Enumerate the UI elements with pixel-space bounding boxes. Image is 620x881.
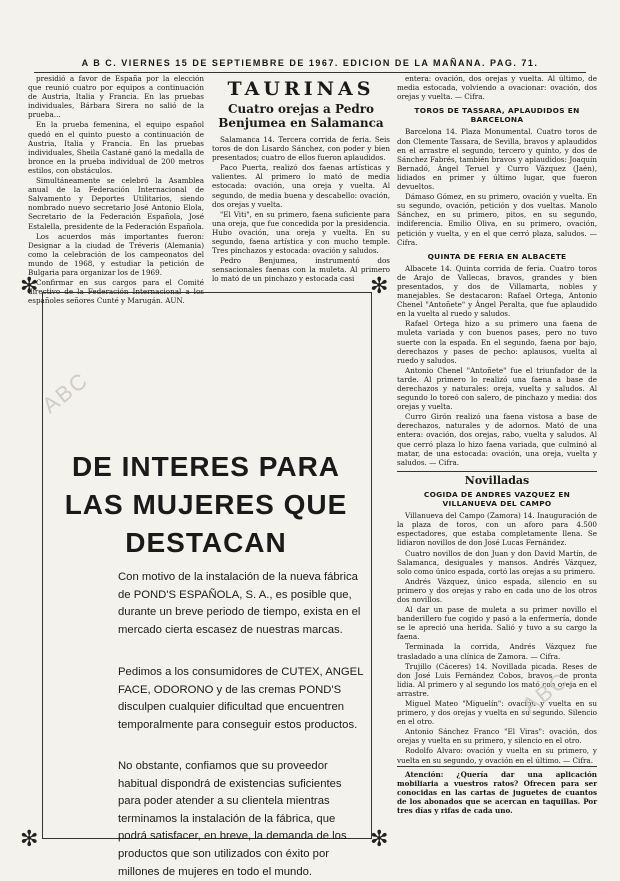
left-paragraph: presidió a favor de España por la elección que reunió cuatro por equipos a continuación de Austria, Italia y Francia. En las pruebas individuales, Bárbara Sirera no salió de la prueba... [28,74,204,120]
ad-frame [42,292,372,839]
article-paragraph: Dámaso Gómez, en su primero, ovación y vuelta. En su segundo, ovación, petición y dos vueltas. Manolo Sánchez, en su primero, pitos, en su segundo, indiferencia. Emilio Oliva, en su primero, ovación, petición y vuelta, y en el que cerró plaza, saludos. — Cifra. [397,192,597,247]
page-header: A B C. VIERNES 15 DE SEPTIEMBRE DE 1967. EDICION DE LA MAÑANA. PAG. 71. [34,58,586,73]
ad-paragraph: Con motivo de la instalación de la nueva fábrica de POND'S ESPAÑOLA, S. A., es posible que, durante un breve periodo de tiempo, exista en el mercado cierta escasez de nuestras marcas. [118,571,361,636]
left-paragraph: Los acuerdos más importantes fueron: Designar a la ciudad de Tréveris (Alemania) como la celebración de los campeonatos del mundo de 1968, y estudiar la petición de Bulgaria para organizar los de 1969. [28,231,204,277]
article-paragraph: Antonio Sánchez Franco "El Viras": ovación, dos orejas y vuelta en su primero, y silencio en el otro. [397,727,597,746]
article-paragraph: Barcelona 14. Plaza Monumental. Cuatro toros de don Clemente Tassara, de Sevilla, bravos y aplaudidos en el arrastre el segundo, tercero y quinto, y dos de Sánchez Fabrés, también bravos y aplaudidos: Joaquín Bernadó, Ángel Teruel y Curro Vázquez (Jaén), lidiados en primer y último lugar, que fueron devueltos. [397,127,597,192]
watermark: ABC [37,366,94,419]
left-paragraph: En la prueba femenina, el equipo español quedó en el quinto puesto a continuación de Austria, Italia y Francia. En las pruebas individuales, Sheila Castané ganó la medalla de bronce en la prueba individual de 200 metros estilos, con obstáculos. [28,120,204,175]
article-paragraph: Antonio Chenel "Antoñete" fue el triunfador de la tarde. Al primero lo realizó una faena a base de derechazos y naturales: oreja, vuelta y saludos. Al segundo lo toreó con salero, de pinchazo y media: dos orejas y vuelta. [397,365,597,412]
article-paragraph: "El Viti", en su primero, faena suficiente para una oreja, que fue concedida por la presidencia. Hubo ovación, una oreja y vuelta. En su segundo, faena artística y con mucho temple. Tres pinchazos y estocada: ovación y saludos. [212,209,390,256]
notice-box: Atención: ¿Quería dar una aplicación mobiliaria a vuestros ratos? Ofrecen para ser conocidas en las cartas de juguetes de cuantos de los abonados que se acercan en taquillas. Por tres días y rifas de cada uno. [397,766,597,815]
asterisk-ornament-icon: ✻ [370,827,389,852]
article-paragraph: Albacete 14. Quinta corrida de feria. Cuatro toros de Arajo de Vallecas, bravos, grandes y bien presentados, y dos de Villamarta, nobles y manejables. Se destacaron: Rafael Ortega, Antonio Chenel "Antoñete" y Ángel Peralta, que fue aplaudido en la vuelta al ruedo y saludos. [397,263,597,319]
section-heading-barcelona: TOROS DE TASSARA, APLAUDIDOS EN BARCELONA [414,106,580,125]
article-headline: Cuatro orejas a Pedro Benjumea en Salamanca [218,102,384,130]
article-paragraph: Salamanca 14. Tercera corrida de feria. Seis toros de don Lisardo Sánchez, con poder y bien presentados; cuatro de ellos fueron aplaudidos. [212,135,390,163]
article-paragraph: Cuatro novillos de don Juan y don David Martín, de Salamanca, desiguales y mansos. Andrés Vázquez, solo como único espada, cortó las orejas a su primero. [397,548,597,576]
ad-paragraph: No obstante, confiamos que su proveedor habitual dispondrá de existencias suficientes para poder atender a su clientela mientras terminamos la instalación de la fábrica, que podrá satisfacer, en breve, la demanda de los productos que son utilizados con éxito por millones de mujeres en todo el mundo. [118,760,347,878]
left-paragraph: Confirmar en sus cargos para el Comité directivo de la Federación Internacional a los españoles señores Cunté y Marugán. AUN. [28,278,204,306]
article-paragraph: Al dar un pase de muleta a su primer novillo el banderillero fue cogido y pasó a la enfermería, donde se le apreció una herida. Salió y tuvo a su cargo la faena. [397,605,597,642]
section-title-taurinas: TAURINAS [227,78,375,100]
article-paragraph: Trujillo (Cáceres) 14. Novillada picada. Reses de don José Luis Fernández Cobos, bravos, de pronta lidia. Al primero y al segundo los mató con oreja en el arrastre. [397,661,597,698]
article-paragraph: Terminada la corrida, Andrés Vázquez fue trasladado a una clínica de Zamora. — Cifra. [397,642,597,661]
watermark: ABC [517,666,574,719]
ad-headline [20,448,392,562]
ad-headline-line: DESTACAN [125,527,287,558]
taurinas-column [212,74,390,284]
asterisk-ornament-icon: ✻ [20,274,39,299]
article-paragraph: Paco Puerta, realizó dos faenas artísticas y valientes. Al primero lo mató de media estocada: ovación, una oreja y vuelta. Al segundo, de media buena y descabello: ovación, dos orejas y vuelta. [212,163,390,209]
right-column [397,74,597,854]
ponds-advertisement [20,272,392,878]
article-paragraph: Rafael Ortega hizo a su primero una faena de muleta variada y con buenos pases, pero no tuvo suerte con la espada. En el segundo, faena por bajo, derechazos y pases de pecho: aplausos, vuelta al ruedo y saludos. [397,319,597,365]
article-paragraph: Pedro Benjumea, instrumentó dos sensacionales faenas con la muleta. Al primero lo mató de un pinchazo y estocada casi [212,256,390,284]
ad-headline-line: LAS MUJERES QUE [64,489,348,520]
section-heading-villanueva: COGIDA DE ANDRES VAZQUEZ EN VILLANUEVA DEL CAMPO [423,489,571,509]
asterisk-ornament-icon: ✻ [20,827,39,852]
article-paragraph: Miguel Mateo "Miguelín": ovación y vuelta en su primero, y dos orejas y vuelta en su segundo. Silencio en el otro. [397,699,597,727]
left-column [28,74,204,306]
article-paragraph: Villanueva del Campo (Zamora) 14. Inauguración de la plaza de toros, con un aforo para 4.500 espectadores, que estaba completamente llena. Se lidiaron novillos de don José Lucas Fernández. [397,511,597,548]
section-title-novilladas: Novilladas [464,473,530,487]
ad-paragraph: Pedimos a los consumidores de CUTEX, ANGEL FACE, ODORONO y de las cremas POND'S disculpen cualquier dificultad que encuentren temporalmente para conseguir estos productos. [118,666,364,731]
article-paragraph: entera: ovación, dos orejas y vuelta. Al último, de media estocada, volviendo a ovacionar: ovación, dos orejas y vuelta. — Cifra. [397,74,597,102]
ad-headline-line: DE INTERES PARA [71,451,341,482]
article-paragraph: Curro Girón realizó una faena vistosa a base de derechazos, naturales y de adornos. Mató de una entera: ovación, dos orejas, rabo, vuelta y saludos. Al que cerró plaza lo hizo faena variada, que culminó al matar, de una estocada: ovación, una oreja, vuelta y saludos. — Cifra. [397,412,597,467]
article-paragraph: Andrés Vázquez, único espada, silencio en su primero y dos orejas y rabo en cada uno de los otros dos novillos. [397,576,597,604]
divider [397,471,597,472]
article-paragraph: Rodolfo Alvaro: ovación y vuelta en su primero, y vuelta en su segundo, y ovación en el último. — Cifra. [397,746,597,765]
asterisk-ornament-icon: ✻ [370,274,389,299]
section-heading-albacete: QUINTA DE FERIA EN ALBACETE [427,251,567,261]
left-paragraph: Simultáneamente se celebró la Asamblea anual de la Federación Internacional de Salvamento y Deportes Utilitarios, siendo nombrado nuevo secretario José Antonio Elola, Secretario de la Federación Española, José Estalella, presidente de la Federación Española. [28,176,204,231]
